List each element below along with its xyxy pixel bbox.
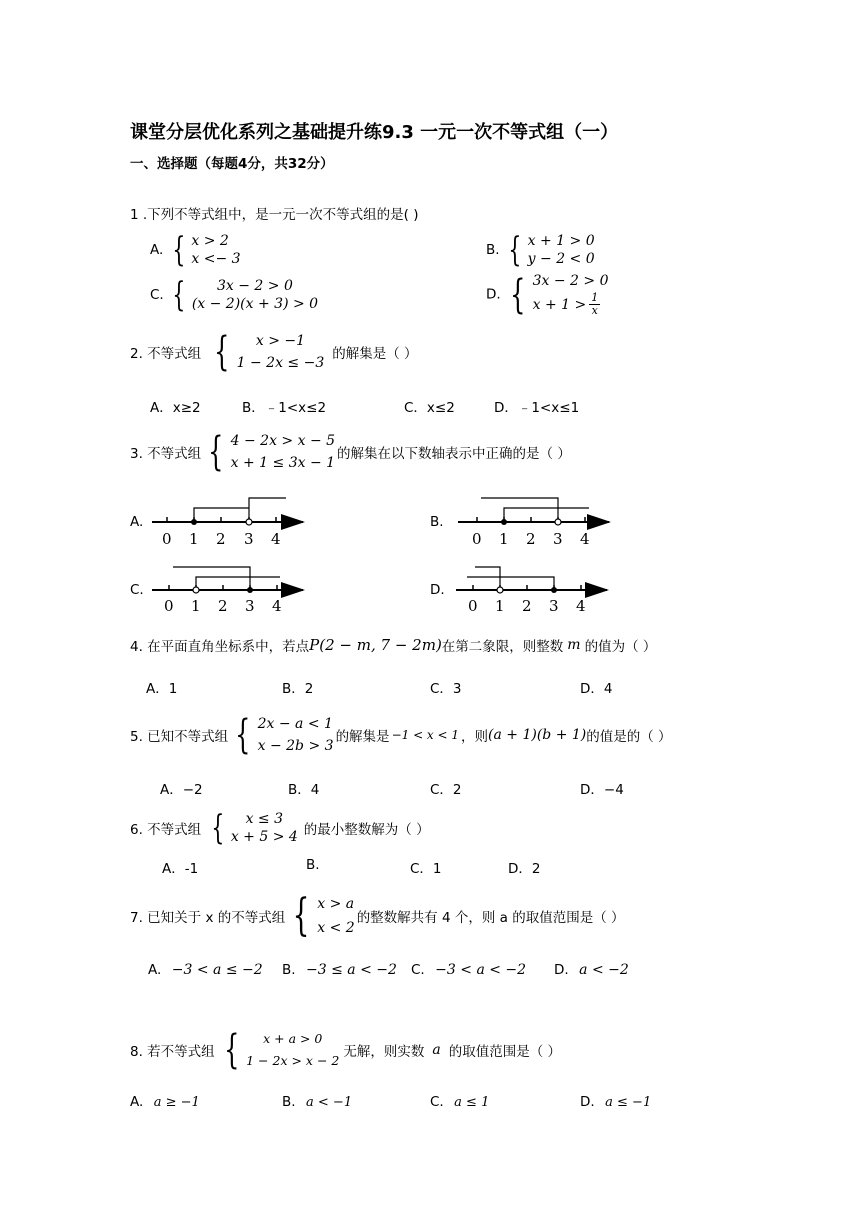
ineq-line: x + a > 0 (263, 1031, 323, 1046)
q1-option-d[interactable]: D. { 3x − 2 > 0 x + 1 > $\frac{1}{x}$ (486, 271, 609, 318)
q3-option-a-label[interactable]: A. (130, 514, 144, 530)
ineq-line: 1 − 2x > x − 2 (246, 1053, 340, 1068)
tick-label: 0 (472, 530, 482, 548)
q1-stem: 1 .下列不等式组中，是一元一次不等式组的是( ) (130, 207, 419, 223)
option-label: D. (554, 962, 569, 978)
ineq-line: x − 2b > 3 (257, 738, 334, 754)
q8-option-d[interactable] (580, 1094, 651, 1110)
q2-option-c[interactable]: C．x≤2 (404, 400, 455, 416)
ineq-line: 4 − 2x > x − 5 (230, 433, 336, 449)
q4-stem-text: 4. 在平面直角坐标系中，若点 (130, 639, 310, 655)
page-title: 课堂分层优化系列之基础提升练9.3 一元一次不等式组（一） (130, 122, 619, 143)
tick-label: 0 (468, 597, 478, 615)
q3-stem: 3. 不等式组 { 4 − 2x > x − 5 x + 1 ≤ 3x − 1 的解集在以下数轴表示中正确的是（ ） (130, 429, 571, 475)
q5-stem-text: 5. 已知不等式组 (130, 729, 229, 745)
number-line-a (152, 498, 303, 548)
q2-stem: 2. 不等式组 { x > −1 1 − 2x ≤ −3 的解集是（ ） (130, 329, 418, 375)
q8-option-b[interactable] (282, 1094, 352, 1110)
q3-option-d-label[interactable]: D. (430, 582, 445, 598)
q4-option-a[interactable]: A．1 (146, 681, 178, 697)
tick-label: 0 (162, 530, 172, 548)
q2-stem-text: 2. 不等式组 (130, 346, 202, 362)
option-label: B. (486, 242, 500, 258)
tick-label: 4 (272, 597, 282, 615)
q7-option-a[interactable] (148, 962, 263, 978)
option-label: A. (130, 1094, 144, 1110)
q8-option-c[interactable] (430, 1094, 489, 1110)
q1-option-b[interactable]: B. { x + 1 > 0 y − 2 < 0 (486, 230, 595, 270)
ineq-line: 1 − 2x ≤ −3 (236, 355, 325, 371)
option-expr: −3 ≤ a < −2 (306, 962, 397, 978)
ineq-line: (x − 2)(x + 3) > 0 (191, 296, 319, 312)
ineq-line: x + 1 > (532, 296, 587, 313)
q8-stem: 8. 若不等式组 { x + a > 0 1 − 2x > x − 2 无解，则实数 a 的取值范围是（ ） (130, 1027, 562, 1073)
q5-option-a[interactable]: A．−2 (160, 782, 203, 798)
q2-option-b[interactable]: B．﹣1<x≤2 (242, 400, 327, 416)
tick-label: 3 (244, 530, 254, 548)
ineq-line: x + 1 ≤ 3x − 1 (230, 455, 336, 471)
tick-label: 3 (245, 597, 255, 615)
var-a: a (432, 1042, 441, 1058)
point-expr: P(2 − m, 7 − 2m) (309, 636, 442, 654)
q1-option-c[interactable]: C. { 3x − 2 > 0 (x − 2)(x + 3) > 0 (150, 275, 319, 315)
q5-stem-text: ，则 (461, 729, 489, 745)
tick-label: 4 (580, 530, 590, 548)
q5-option-d[interactable]: D．−4 (580, 782, 624, 798)
q7-stem-text: 7. 已知关于 x 的不等式组 (130, 910, 286, 926)
tick-label: 4 (576, 597, 586, 615)
product-expr: (a + 1)(b + 1) (488, 727, 587, 743)
q6-option-c[interactable]: C．1 (410, 861, 442, 877)
q4-stem (130, 635, 656, 655)
q7-option-b[interactable] (282, 962, 397, 978)
q6-stem: 6. 不等式组 { x ≤ 3 x + 5 > 4 的最小整数解为（ ） (130, 808, 430, 848)
tick-label: 1 (495, 597, 505, 615)
number-line-c (152, 567, 303, 615)
number-line-b (458, 498, 609, 548)
q7-stem-text: 的整数解共有 4 个，则 a 的取值范围是（ ） (356, 910, 625, 926)
q8-stem-text: 8. 若不等式组 (130, 1044, 215, 1060)
tick-label: 2 (522, 597, 532, 615)
option-expr: a ≤ 1 (454, 1095, 490, 1110)
option-label: C. (411, 962, 425, 978)
option-label: A. (150, 242, 164, 258)
q5-option-b[interactable]: B．4 (288, 782, 320, 798)
q4-stem-text: 在第二象限，则整数 (441, 639, 564, 655)
number-line-d (456, 567, 607, 615)
tick-label: 1 (189, 530, 199, 548)
option-label: D. (486, 286, 501, 303)
ineq-line: x < 2 (317, 920, 355, 936)
option-label: D. (580, 1094, 595, 1110)
ineq-line: x > a (317, 896, 355, 912)
q6-option-d[interactable]: D．2 (508, 861, 541, 877)
ineq-line: x + 5 > 4 (230, 829, 298, 845)
q5-stem-text: 的值是的（ ） (586, 729, 672, 745)
tick-label: 3 (553, 530, 563, 548)
tick-label: 4 (271, 530, 281, 548)
option-label: A. (148, 962, 162, 978)
q4-option-c[interactable]: C．3 (430, 681, 462, 697)
q4-option-b[interactable]: B．2 (282, 681, 314, 697)
option-expr: a < −1 (306, 1095, 353, 1110)
q7-option-c[interactable] (411, 962, 526, 978)
ineq-line: y − 2 < 0 (527, 251, 595, 267)
tick-label: 0 (164, 597, 174, 615)
q2-stem-text: 的解集是（ ） (332, 346, 418, 362)
q2-option-d[interactable]: D．﹣1<x≤1 (494, 400, 580, 416)
section-heading: 一、选择题（每题4分，共32分） (130, 156, 334, 172)
q3-option-c-label[interactable]: C. (130, 582, 144, 598)
q7-stem: 7. 已知关于 x 的不等式组 { x > a x < 2 的整数解共有 4 个，则 a 的取值范围是（ ） (130, 890, 625, 941)
q8-stem-text: 的取值范围是（ ） (448, 1044, 562, 1060)
ineq-line: x > −1 (255, 333, 306, 349)
ineq-line: x <− 3 (191, 251, 241, 267)
option-expr: −3 < a ≤ −2 (171, 962, 263, 978)
option-expr: −3 < a < −2 (435, 962, 527, 978)
ineq-line: 3x − 2 > 0 (217, 278, 293, 294)
q4-stem-text: 的值为（ ） (584, 639, 657, 655)
q7-option-d[interactable] (554, 962, 629, 978)
option-expr: a < −2 (579, 962, 629, 978)
q4-option-d[interactable]: D．4 (580, 681, 613, 697)
range-expr: −1 < x < 1 (391, 728, 460, 742)
option-label: C. (430, 1094, 444, 1110)
tick-label: 2 (218, 597, 228, 615)
option-label: B. (282, 1094, 296, 1110)
tick-label: 3 (549, 597, 559, 615)
fraction-numerator: 1 (591, 291, 599, 304)
option-label: B. (282, 962, 296, 978)
ineq-line: x + 1 > 0 (527, 233, 595, 249)
q5-stem: 5. 已知不等式组 { 2x − a < 1 x − 2b > 3 的解集是 −1 < x < 1 ，则 (a + 1)(b + 1) 的值是的（ ） (130, 712, 672, 758)
option-expr: a ≥ −1 (153, 1095, 200, 1110)
q3-option-b-label[interactable]: B. (430, 514, 444, 530)
q3-stem-text: 的解集在以下数轴表示中正确的是（ ） (337, 446, 571, 462)
q1-option-a[interactable]: A. { x > 2 x <− 3 (150, 230, 241, 270)
option-expr: a ≤ −1 (605, 1095, 652, 1110)
option-label: C. (150, 287, 164, 303)
fraction-denominator: x (591, 304, 598, 317)
q6-option-a[interactable]: A．-1 (162, 861, 199, 877)
q8-stem-text: 无解，则实数 (343, 1044, 425, 1060)
q6-option-b[interactable]: B. (306, 857, 320, 873)
q6-stem-text: 的最小整数解为（ ） (303, 822, 430, 838)
ineq-line: x ≤ 3 (245, 811, 284, 827)
tick-label: 1 (499, 530, 509, 548)
ineq-line: 3x − 2 > 0 (532, 273, 609, 289)
q6-stem-text: 6. 不等式组 (130, 822, 202, 838)
q8-option-a[interactable] (130, 1094, 200, 1110)
q5-option-c[interactable]: C．2 (430, 782, 462, 798)
var-m: m (567, 637, 581, 653)
q2-option-a[interactable]: A．x≥2 (150, 400, 201, 416)
ineq-line: 2x − a < 1 (257, 716, 333, 732)
tick-label: 1 (191, 597, 201, 615)
tick-label: 2 (526, 530, 536, 548)
ineq-line: x > 2 (191, 233, 229, 249)
tick-label: 2 (216, 530, 226, 548)
q5-stem-text: 的解集是 (335, 729, 390, 745)
q3-stem-text: 3. 不等式组 (130, 446, 202, 462)
